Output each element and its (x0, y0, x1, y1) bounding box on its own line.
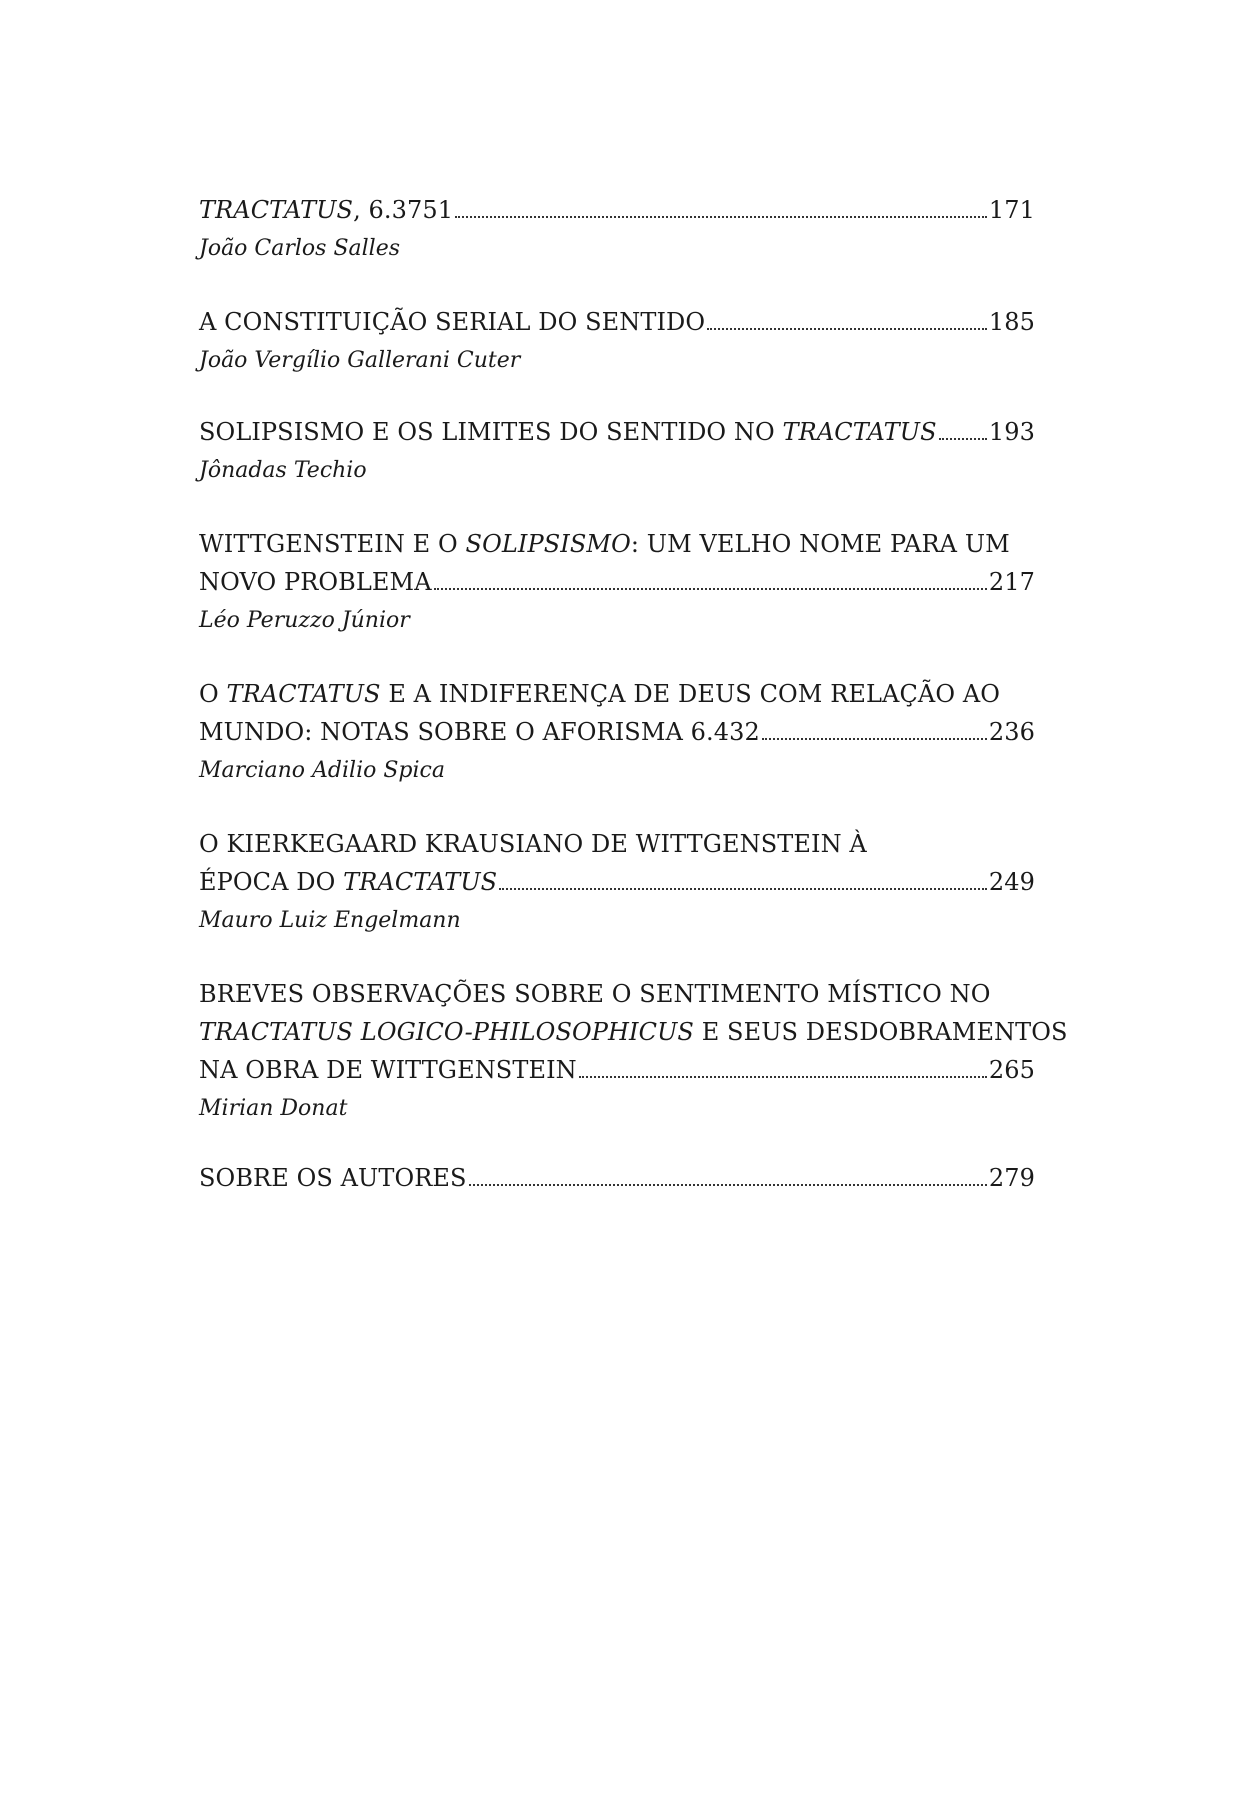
toc-entry-title: BREVES OBSERVAÇÕES SOBRE O SENTIMENTO MÍSTICO NO (199, 980, 991, 1008)
toc-entry (199, 413, 1035, 491)
dot-leader (939, 437, 987, 440)
toc-entry-author: João Vergílio Gallerani Cuter (199, 348, 521, 373)
toc-entry-title-line[interactable] (199, 713, 1035, 751)
toc-page-number: 193 (988, 418, 1035, 446)
toc-entry-title: NOVO PROBLEMA (199, 568, 432, 596)
toc-entry-title-line[interactable] (199, 1051, 1035, 1089)
toc-entry-title-line[interactable] (199, 1159, 1035, 1197)
toc-entry-title: A CONSTITUIÇÃO SERIAL DO SENTIDO (199, 308, 706, 336)
toc-entry (199, 191, 1035, 269)
toc-entry-title-line[interactable] (199, 191, 1035, 229)
toc-page-number: 265 (988, 1056, 1035, 1084)
toc-entry-title: SOLIPSISMO E OS LIMITES DO SENTIDO NO TRACTATUS (199, 418, 937, 446)
dot-leader (579, 1075, 987, 1078)
toc-entry-title: ÉPOCA DO TRACTATUS (199, 868, 498, 896)
toc-entry (199, 525, 1035, 641)
table-of-contents (199, 191, 1068, 1197)
toc-page-number: 249 (988, 868, 1035, 896)
toc-entry-title: NA OBRA DE WITTGENSTEIN (199, 1056, 577, 1084)
toc-entry-title-line[interactable] (199, 563, 1035, 601)
dot-leader (707, 327, 987, 330)
toc-page-number: 171 (988, 196, 1035, 224)
toc-entry (199, 303, 1035, 381)
toc-entry-title: SOBRE OS AUTORES (199, 1164, 467, 1192)
dot-leader (762, 737, 987, 740)
dot-leader (499, 887, 987, 890)
toc-page-number: 217 (988, 568, 1035, 596)
toc-entry-author: Mirian Donat (199, 1096, 348, 1121)
toc-page-number: 236 (988, 718, 1035, 746)
dot-leader (455, 215, 987, 218)
dot-leader (469, 1183, 987, 1186)
toc-entry (199, 1159, 1035, 1197)
toc-entry-title-line[interactable] (199, 1013, 1068, 1051)
toc-entry-author: Marciano Adilio Spica (199, 758, 445, 783)
toc-entry-title: TRACTATUS LOGICO-PHILOSOPHICUS E SEUS DESDOBRAMENTOS (199, 1018, 1068, 1046)
toc-entry-title-line[interactable] (199, 975, 1035, 1013)
toc-entry-title-line[interactable] (199, 825, 1035, 863)
toc-entry-title: O TRACTATUS E A INDIFERENÇA DE DEUS COM RELAÇÃO AO (199, 680, 1001, 708)
toc-entry-title: WITTGENSTEIN E O SOLIPSISMO: UM VELHO NOME PARA UM (199, 530, 1010, 558)
toc-entry-author: Jônadas Techio (199, 458, 367, 483)
toc-entry-title: O KIERKEGAARD KRAUSIANO DE WITTGENSTEIN À (199, 830, 867, 858)
toc-entry-title-line[interactable] (199, 525, 1035, 563)
toc-entry-title: MUNDO: NOTAS SOBRE O AFORISMA 6.432 (199, 718, 760, 746)
dot-leader (434, 587, 987, 590)
toc-entry (199, 675, 1035, 791)
toc-entry-title-line[interactable] (199, 303, 1035, 341)
toc-entry-author: Mauro Luiz Engelmann (199, 908, 461, 933)
toc-entry-title-line[interactable] (199, 863, 1035, 901)
toc-entry (199, 825, 1035, 941)
toc-entry-title: TRACTATUS, 6.3751 (199, 196, 454, 224)
toc-entry-title-line[interactable] (199, 675, 1035, 713)
toc-entry-author: João Carlos Salles (199, 236, 401, 261)
toc-entry (199, 975, 1068, 1129)
toc-page-number: 185 (988, 308, 1035, 336)
toc-entry-title-line[interactable] (199, 413, 1035, 451)
toc-page-number: 279 (988, 1164, 1035, 1192)
toc-entry-author: Léo Peruzzo Júnior (199, 608, 410, 633)
